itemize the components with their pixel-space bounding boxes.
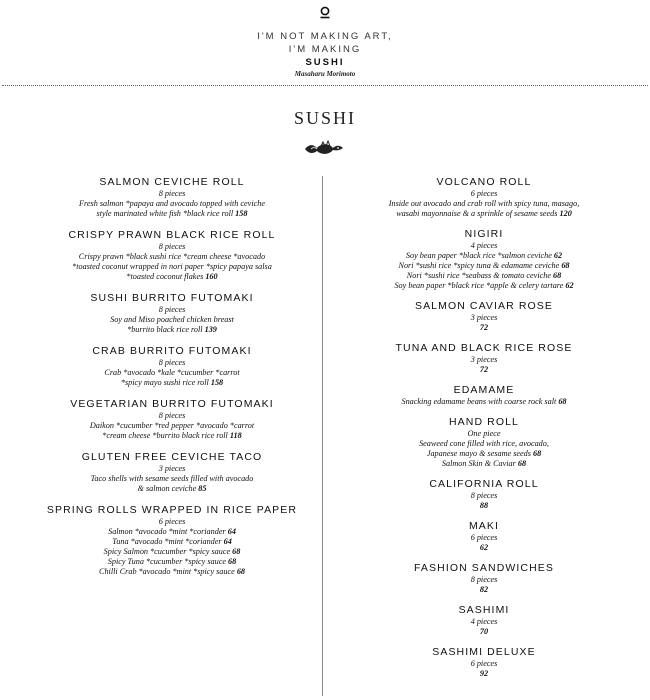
- menu-item-title: NIGIRI: [464, 228, 504, 240]
- menu-item-price: 68: [228, 557, 237, 566]
- menu-item-price: 68: [561, 261, 570, 270]
- menu-item-description: 8 pieces: [158, 189, 186, 198]
- menu-item-line: [334, 241, 634, 251]
- menu-item-title: SASHIMI: [458, 604, 510, 616]
- menu-item-price: 72: [479, 323, 489, 332]
- menu-item-price: 68: [232, 547, 241, 556]
- menu-item-description: 6 pieces: [158, 517, 186, 526]
- menu-item-description: 6 pieces: [470, 659, 498, 668]
- menu-item-description: Tuna *avocado *mint *coriander: [112, 537, 222, 546]
- menu-item-description: 6 pieces: [470, 533, 498, 542]
- menu-item-price: 158: [210, 378, 224, 387]
- menu-item-line: [22, 262, 322, 272]
- menu-item-description: 6 pieces: [470, 189, 498, 198]
- menu-item-title: SALMON CEVICHE ROLL: [99, 176, 245, 188]
- menu-item-line: [334, 659, 634, 669]
- menu-item-description: 8 pieces: [158, 358, 186, 367]
- menu-item: [334, 300, 634, 333]
- menu-item-price: 85: [198, 484, 207, 493]
- menu-item-line: [22, 474, 322, 484]
- menu-item-price: 68: [533, 449, 542, 458]
- menu-item-title: SPRING ROLLS WRAPPED IN RICE PAPER: [46, 504, 298, 516]
- menu-item-description: 8 pieces: [470, 491, 498, 500]
- menu-item-line: [22, 537, 322, 547]
- menu-item-title: TUNA AND BLACK RICE ROSE: [395, 342, 573, 354]
- menu-item-description: 4 pieces: [470, 617, 498, 626]
- menu-item-line: [22, 272, 322, 282]
- menu-item-price: 68: [558, 397, 567, 406]
- menu-item-description: Soy bean paper *black rice *salmon ceviche: [405, 251, 552, 260]
- menu-item-line: [334, 429, 634, 439]
- menu-item-price: 62: [553, 251, 563, 260]
- menu-item-line: [334, 209, 634, 219]
- menu-item: [334, 228, 634, 291]
- menu-item-description: 8 pieces: [158, 305, 186, 314]
- column-divider: [322, 176, 323, 696]
- menu-item-description: *spicy mayo sushi rice roll: [120, 378, 209, 387]
- menu-item-description: 4 pieces: [470, 241, 498, 250]
- menu-item: [22, 345, 322, 388]
- menu-item: [22, 504, 322, 577]
- menu-item-line: [22, 368, 322, 378]
- menu-item-description: *cream cheese *burrito black rice roll: [102, 431, 228, 440]
- menu-item-price: 82: [479, 585, 489, 594]
- menu-item-line: [334, 365, 634, 375]
- menu-item-description: Soy and Miso poached chicken breast: [110, 315, 234, 324]
- menu-item-description: Inside out avocado and crab roll with spicy tuna, masago,: [388, 199, 580, 208]
- menu-item-description: Salmon Skin & Caviar: [441, 459, 516, 468]
- menu-item-line: [22, 567, 322, 577]
- menu-item-line: [334, 449, 634, 459]
- menu-item: [334, 646, 634, 679]
- logo: [0, 6, 650, 20]
- menu-item-title: GLUTEN FREE CEVICHE TACO: [81, 451, 263, 463]
- menu-item-line: [22, 358, 322, 368]
- menu-item-price: 62: [479, 543, 489, 552]
- menu-item-line: [22, 189, 322, 199]
- tagline-line-3: SUSHI: [305, 57, 345, 68]
- menu-item-price: 70: [479, 627, 489, 636]
- menu-item-price: 68: [517, 459, 527, 468]
- left-menu-column: [22, 176, 322, 577]
- menu-item-line: [334, 491, 634, 501]
- menu-item-title: MAKI: [468, 520, 500, 532]
- menu-item-line: [334, 669, 634, 679]
- menu-item: [334, 520, 634, 553]
- author-name: Masaharu Morimoto: [294, 70, 356, 78]
- menu-item-description: Nori *sushi rice *spicy tuna & edamame ceviche: [398, 261, 560, 270]
- tagline-line-2: I'M MAKING: [288, 44, 362, 55]
- menu-item-title: CALIFORNIA ROLL: [429, 478, 539, 490]
- menu-item-title: VEGETARIAN BURRITO FUTOMAKI: [70, 398, 274, 410]
- menu-item-title: SUSHI BURRITO FUTOMAKI: [90, 292, 254, 304]
- menu-item-description: *burrito black rice roll: [127, 325, 203, 334]
- tagline: [0, 30, 650, 69]
- menu-item-description: Fresh salmon *papaya and avocado topped with ceviche: [79, 199, 265, 208]
- menu-item-line: [334, 459, 634, 469]
- menu-item-line: [334, 281, 634, 291]
- menu-item-description: *toasted coconut wrapped in nori paper *spicy papaya salsa: [72, 262, 272, 271]
- menu-item-line: [22, 547, 322, 557]
- menu-item-price: 120: [559, 209, 572, 218]
- menu-item-line: [22, 421, 322, 431]
- menu-item-price: 68: [553, 271, 562, 280]
- menu-item-description: 3 pieces: [470, 313, 498, 322]
- menu-item-description: Taco shells with sesame seeds filled with avocado: [90, 474, 254, 483]
- menu-item-price: 64: [223, 537, 232, 546]
- menu-item-line: [334, 585, 634, 595]
- menu-item-description: 8 pieces: [158, 242, 186, 251]
- menu-item: [334, 604, 634, 637]
- menu-item-line: [334, 323, 634, 333]
- menu-item-description: *toasted coconut flakes: [126, 272, 204, 281]
- menu-item-line: [22, 431, 322, 441]
- menu-item-line: [334, 439, 634, 449]
- menu-item-description: Nori *sushi rice *seabass & tomato ceviche: [406, 271, 551, 280]
- menu-item-line: [334, 397, 634, 407]
- menu-item-title: EDAMAME: [453, 384, 515, 396]
- menu-item: [334, 416, 634, 469]
- menu-item-line: [334, 271, 634, 281]
- menu-item-price: 118: [229, 431, 242, 440]
- menu-item-title: FASHION SANDWICHES: [414, 562, 554, 574]
- menu-item-line: [334, 261, 634, 271]
- menu-item-line: [22, 557, 322, 567]
- menu-item-description: 8 pieces: [470, 575, 498, 584]
- menu-item-description: 3 pieces: [470, 355, 498, 364]
- menu-item-price: 160: [205, 272, 218, 281]
- menu-item-description: Crab *avocado *kale *cucumber *carrot: [104, 368, 240, 377]
- menu-item-line: [334, 251, 634, 261]
- menu-item-price: 62: [565, 281, 574, 290]
- tagline-line-1: I'M NOT MAKING ART,: [257, 31, 393, 42]
- menu-item-price: 68: [236, 567, 245, 576]
- menu-item-price: 88: [479, 501, 489, 510]
- menu-item-line: [22, 527, 322, 537]
- menu-item-line: [334, 533, 634, 543]
- menu-item-line: [334, 189, 634, 199]
- menu-item-price: 158: [235, 209, 248, 218]
- menu-item-title: CRAB BURRITO FUTOMAKI: [92, 345, 252, 357]
- menu-item-line: [22, 242, 322, 252]
- menu-item-line: [22, 484, 322, 494]
- menu-item: [22, 398, 322, 441]
- right-menu-column: [334, 176, 634, 679]
- menu-item-line: [22, 325, 322, 335]
- menu-item-description: Seaweed cone filled with rice, avocado,: [419, 439, 549, 448]
- menu-item-description: Japanese mayo & sesame seeds: [426, 449, 531, 458]
- menu-item: [334, 562, 634, 595]
- menu-item-description: One piece: [467, 429, 501, 438]
- menu-item-line: [22, 315, 322, 325]
- menu-item-description: Soy bean paper *black rice *apple & celery tartare: [394, 281, 564, 290]
- menu-item-line: [22, 378, 322, 388]
- menu-item-line: [22, 209, 322, 219]
- menu-item-title: HAND ROLL: [449, 416, 519, 428]
- menu-item-description: wasabi mayonnaise & a sprinkle of sesame seeds: [396, 209, 558, 218]
- menu-item-price: 92: [479, 669, 489, 678]
- menu-item-line: [334, 199, 634, 209]
- menu-item: [334, 176, 634, 219]
- menu-item-price: 139: [204, 325, 217, 334]
- menu-item: [334, 342, 634, 375]
- section-title: SUSHI: [293, 108, 356, 128]
- menu-item-line: [22, 517, 322, 527]
- menu-item-line: [334, 617, 634, 627]
- menu-item-description: 3 pieces: [158, 464, 186, 473]
- menu-item-line: [22, 411, 322, 421]
- header-divider: [2, 85, 648, 86]
- menu-item-description: Chilli Crab *avocado *mint *spicy sauce: [99, 567, 235, 576]
- menu-item-description: & salmon ceviche: [137, 484, 197, 493]
- menu-item-line: [334, 575, 634, 585]
- menu-item-line: [334, 313, 634, 323]
- menu-item-title: VOLCANO ROLL: [436, 176, 532, 188]
- menu-item-line: [22, 464, 322, 474]
- restaurant-logo-icon: [318, 6, 332, 20]
- menu-item-title: SALMON CAVIAR ROSE: [414, 300, 554, 312]
- menu-item-description: 8 pieces: [158, 411, 186, 420]
- menu-item-title: SASHIMI DELUXE: [432, 646, 536, 658]
- menu-item-description: Salmon *avocado *mint *coriander: [108, 527, 226, 536]
- menu-item-description: Crispy prawn *black sushi rice *cream cheese *avocado: [78, 252, 266, 261]
- menu-item: [334, 478, 634, 511]
- menu-item-description: style marinated white fish *black rice roll: [96, 209, 234, 218]
- menu-item-line: [22, 305, 322, 315]
- menu-item-title: CRISPY PRAWN BLACK RICE ROLL: [68, 229, 276, 241]
- menu-item-description: Spicy Salmon *cucumber *spicy sauce: [103, 547, 231, 556]
- menu-item: [22, 451, 322, 494]
- menu-item: [334, 384, 634, 407]
- menu-item: [22, 292, 322, 335]
- menu-item-line: [334, 355, 634, 365]
- menu-item-line: [22, 252, 322, 262]
- menu-item-price: 72: [479, 365, 489, 374]
- menu-item: [22, 229, 322, 282]
- fish-ornament-icon: [303, 140, 345, 158]
- menu-item-description: Snacking edamame beans with coarse rock salt: [401, 397, 557, 406]
- menu-item-price: 64: [227, 527, 236, 536]
- menu-item-description: Spicy Tuna *cucumber *spicy sauce: [107, 557, 226, 566]
- menu-item-line: [334, 543, 634, 553]
- menu-item-line: [334, 627, 634, 637]
- menu-item: [22, 176, 322, 219]
- menu-item-line: [22, 199, 322, 209]
- menu-item-line: [334, 501, 634, 511]
- menu-item-description: Daikon *cucumber *red pepper *avocado *carrot: [89, 421, 255, 430]
